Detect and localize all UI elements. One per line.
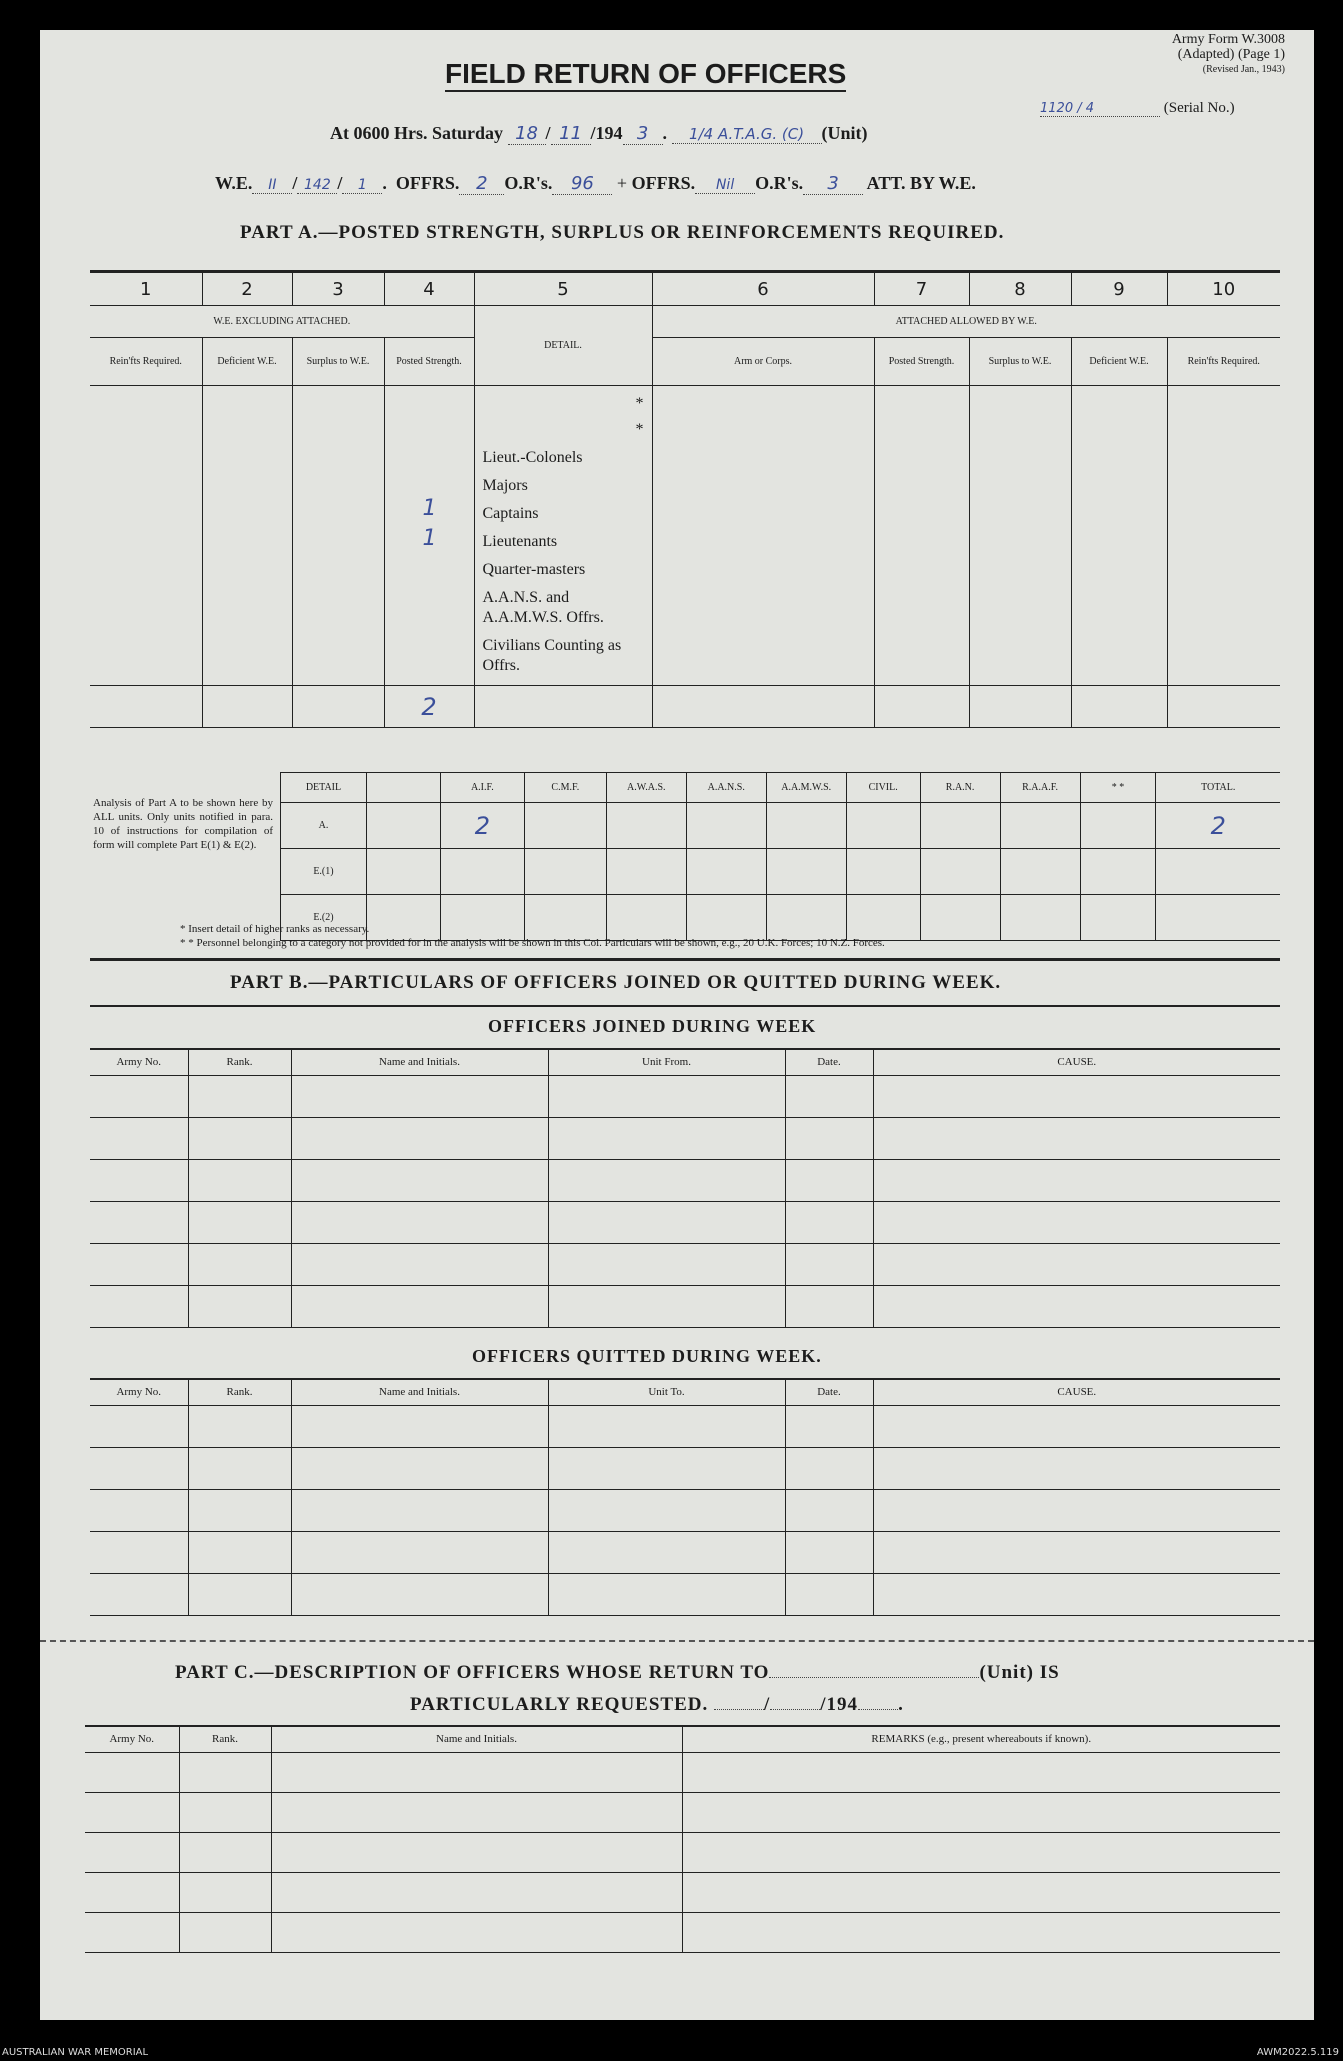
footer-left: AUSTRALIAN WAR MEMORIAL	[2, 2047, 149, 2058]
joined-col-date: Date.	[785, 1049, 873, 1075]
analysis-col-ran: R.A.N.	[920, 773, 1000, 803]
serial-value: 1120 / 4	[1040, 101, 1160, 117]
analysis-a-aif: 2	[440, 803, 524, 849]
joined-col-name: Name and Initials.	[291, 1049, 548, 1075]
part-c-heading-line1	[175, 1662, 1060, 1684]
we-excluding-header: W.E. EXCLUDING ATTACHED.	[90, 306, 474, 338]
analysis-col-cmf: C.M.F.	[524, 773, 606, 803]
posted-header: Posted Strength.	[384, 338, 474, 386]
footnotes	[180, 922, 885, 950]
table-row	[85, 1752, 1280, 1792]
posted-lieutenants: 1	[422, 526, 437, 551]
year-prefix: /194	[590, 123, 623, 143]
col-num: 10	[1167, 272, 1280, 306]
deficient-header: Deficient W.E.	[202, 338, 292, 386]
table-row	[90, 1159, 1280, 1201]
att-reinfts-header: Rein'fts Required.	[1167, 338, 1280, 386]
date-month: 11	[551, 123, 591, 145]
col-num: 4	[384, 272, 474, 306]
unit-hw: 1/4 A.T.A.G. (C)	[672, 125, 822, 144]
part-b-heading: PART B.—PARTICULARS OF OFFICERS JOINED OR QUITTED DURING WEEK.	[230, 972, 1002, 993]
analysis-col-awas: A.W.A.S.	[606, 773, 686, 803]
we-line: W.E. II / 142 / 1 . OFFRS. 2 O.R's. 96 + OFFRS. Nil O.R's. 3 ATT. BY W.E.	[215, 173, 976, 194]
joined-heading: OFFICERS JOINED DURING WEEK	[488, 1016, 817, 1036]
col-num: 6	[652, 272, 874, 306]
att-label: ATT. BY W.E.	[866, 173, 976, 193]
rank-quarter-masters: Quarter-masters	[482, 561, 586, 578]
reinfts-header: Rein'fts Required.	[90, 338, 202, 386]
part-a-table	[90, 270, 1280, 728]
star-2: *	[635, 421, 644, 438]
analysis-col-aans: A.A.N.S.	[686, 773, 766, 803]
analysis-col-detail: DETAIL	[281, 773, 367, 803]
col-num: 1	[90, 272, 202, 306]
unit-label: (Unit)	[821, 123, 868, 143]
detail-header: DETAIL.	[474, 306, 652, 386]
col-num: 2	[202, 272, 292, 306]
rank-captains: Captains	[482, 505, 539, 522]
col-num: 7	[874, 272, 969, 306]
date-day: 18	[508, 123, 546, 145]
ors-val: 96	[552, 173, 612, 195]
analysis-col-blank	[366, 773, 440, 803]
quitted-col-rank: Rank.	[188, 1379, 291, 1405]
analysis-table	[280, 772, 1280, 941]
part-c-col-remarks: REMARKS (e.g., present whereabouts if known).	[682, 1726, 1280, 1752]
part-a-total-row	[90, 686, 1280, 728]
rank-aans: A.A.N.S. and A.A.M.W.S. Offrs.	[482, 589, 604, 626]
rank-majors: Majors	[482, 477, 528, 494]
joined-col-unit-from: Unit From.	[548, 1049, 785, 1075]
serial-label: (Serial No.)	[1163, 100, 1235, 116]
quitted-col-name: Name and Initials.	[291, 1379, 548, 1405]
analysis-col-other: * *	[1080, 773, 1156, 803]
analysis-row-label: E.(1)	[281, 849, 367, 895]
table-row	[85, 1912, 1280, 1952]
footnote-2: * * Personnel belonging to a category not provided for in the analysis will be shown in this Col. Particulars will be shown, e.g., 20 U.K. Forces; 10 N.Z. Forces.	[180, 937, 885, 949]
posted-total: 2	[384, 686, 474, 728]
analysis-col-aamws: A.A.M.W.S.	[766, 773, 846, 803]
we-label: W.E.	[215, 173, 253, 193]
joined-col-rank: Rank.	[188, 1049, 291, 1075]
table-row	[90, 1243, 1280, 1285]
analysis-row-label: A.	[281, 803, 367, 849]
rank-lieutenants: Lieutenants	[482, 533, 558, 550]
rank-civilians: Civilians Counting as Offrs.	[482, 637, 622, 674]
part-a-heading: PART A.—POSTED STRENGTH, SURPLUS OR REINFORCEMENTS REQUIRED.	[240, 222, 1005, 243]
surplus-header: Surplus to W.E.	[292, 338, 384, 386]
analysis-col-aif: A.I.F.	[440, 773, 524, 803]
divider	[90, 958, 1280, 961]
attached-header: ATTACHED ALLOWED BY W.E.	[652, 306, 1280, 338]
analysis-a-total: 2	[1156, 803, 1280, 849]
joined-col-cause: CAUSE.	[873, 1049, 1280, 1075]
form-revised: (Revised Jan., 1943)	[1202, 64, 1285, 75]
table-row	[85, 1872, 1280, 1912]
table-row	[90, 1573, 1280, 1615]
quitted-heading: OFFICERS QUITTED DURING WEEK.	[472, 1346, 822, 1366]
form-number-block	[1055, 32, 1285, 77]
ors2-label: O.R's.	[755, 173, 804, 193]
table-row	[90, 1075, 1280, 1117]
posted-captains: 1	[422, 496, 437, 521]
table-row	[90, 1447, 1280, 1489]
footer-right: AWM2022.5.119	[1256, 2047, 1339, 2058]
ranks-body-row	[90, 386, 1280, 686]
table-row	[85, 1832, 1280, 1872]
part-c-unit-is: (Unit) IS	[979, 1662, 1060, 1683]
arm-corps-header: Arm or Corps.	[652, 338, 874, 386]
analysis-row-label: E.(2)	[281, 895, 367, 941]
we-val2: 142	[297, 177, 337, 194]
quitted-header-row	[90, 1379, 1280, 1405]
part-c-date-tail: /194	[820, 1694, 859, 1715]
rank-lt-colonels: Lieut.-Colonels	[482, 449, 583, 466]
divider	[90, 1005, 1280, 1007]
year-hw: 3	[623, 123, 663, 145]
att-surplus-header: Surplus to W.E.	[969, 338, 1071, 386]
quitted-col-cause: CAUSE.	[873, 1379, 1280, 1405]
table-row	[90, 1405, 1280, 1447]
serial-no	[1040, 100, 1235, 117]
column-number-row	[90, 272, 1280, 306]
att-posted-header: Posted Strength.	[874, 338, 969, 386]
part-c-heading-text: PART C.—DESCRIPTION OF OFFICERS WHOSE RETURN TO	[175, 1662, 770, 1683]
col-num: 3	[292, 272, 384, 306]
page-title: FIELD RETURN OF OFFICERS	[445, 58, 846, 92]
analysis-row-e1	[281, 849, 1281, 895]
joined-table	[90, 1048, 1280, 1328]
analysis-col-raaf: R.A.A.F.	[1000, 773, 1080, 803]
cut-line	[40, 1640, 1314, 1642]
table-row	[90, 1489, 1280, 1531]
at-label: At 0600 Hrs. Saturday	[330, 123, 504, 143]
table-row	[90, 1531, 1280, 1573]
offrs-label: OFFRS.	[395, 173, 460, 193]
joined-col-army-no: Army No.	[90, 1049, 188, 1075]
part-c-table	[85, 1725, 1280, 1953]
table-row	[85, 1792, 1280, 1832]
col-num: 5	[474, 272, 652, 306]
part-c-col-rank: Rank.	[179, 1726, 271, 1752]
analysis-header-row	[281, 773, 1281, 803]
plus-sign: +	[616, 173, 628, 193]
table-row	[90, 1201, 1280, 1243]
quitted-col-date: Date.	[785, 1379, 873, 1405]
offrs-val: 2	[459, 173, 504, 195]
form-sheet	[40, 30, 1314, 2020]
footnote-1: * Insert detail of higher ranks as necessary.	[180, 923, 370, 935]
offrs2-label: OFFRS.	[631, 173, 696, 193]
we-val1: II	[252, 177, 292, 194]
analysis-col-total: TOTAL.	[1156, 773, 1280, 803]
offrs2-val: Nil	[695, 177, 755, 194]
table-row	[90, 1117, 1280, 1159]
part-c-col-name: Name and Initials.	[271, 1726, 682, 1752]
ors-label: O.R's.	[504, 173, 553, 193]
col-num: 8	[969, 272, 1071, 306]
analysis-row-a	[281, 803, 1281, 849]
ranks-detail-cell	[474, 386, 652, 686]
part-c-heading-line2: PARTICULARLY REQUESTED. / /194 .	[410, 1694, 904, 1715]
form-number: Army Form W.3008	[1171, 32, 1285, 47]
col-num: 9	[1071, 272, 1167, 306]
posted-strength-cell	[384, 386, 474, 686]
star-1: *	[635, 395, 644, 412]
att-deficient-header: Deficient W.E.	[1071, 338, 1167, 386]
part-c-requested: PARTICULARLY REQUESTED.	[410, 1694, 709, 1715]
quitted-table	[90, 1378, 1280, 1616]
part-c-header-row	[85, 1726, 1280, 1752]
analysis-note: Analysis of Part A to be shown here by ALL units. Only units notified in para. 10 of instructions for compilation of form will complete Part E(1) & E(2).	[93, 797, 273, 851]
quitted-col-army-no: Army No.	[90, 1379, 188, 1405]
analysis-col-civil: CIVIL.	[846, 773, 920, 803]
ors2-val: 3	[803, 173, 863, 195]
we-val3: 1	[342, 177, 382, 194]
table-row	[90, 1285, 1280, 1327]
joined-header-row	[90, 1049, 1280, 1075]
quitted-col-unit-to: Unit To.	[548, 1379, 785, 1405]
part-c-col-army-no: Army No.	[85, 1726, 179, 1752]
date-unit-line: At 0600 Hrs. Saturday 18 / 11 /194 3 . 1/4 A.T.A.G. (C) (Unit)	[330, 123, 868, 144]
form-adapted: (Adapted) (Page 1)	[1177, 47, 1285, 62]
